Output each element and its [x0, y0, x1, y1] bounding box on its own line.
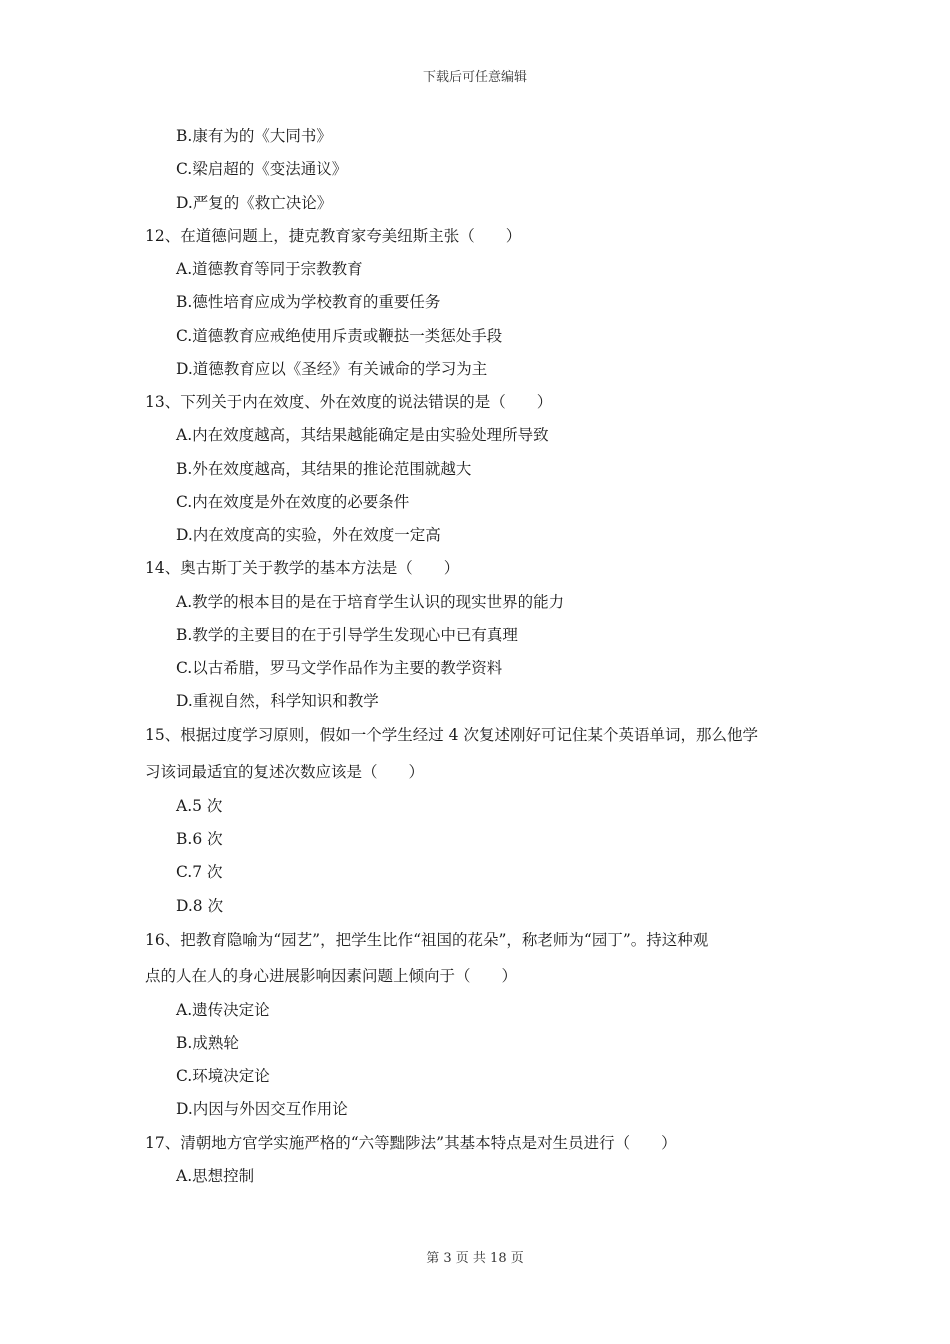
question-15-line1: 15、根据过度学习原则，假如一个学生经过 4 次复述刚好可记住某个英语单词，那么他学 [145, 726, 758, 744]
option-11b: B.康有为的《大同书》 [176, 127, 332, 145]
question-16-line2: 点的人在人的身心进展影响因素问题上倾向于（ ） [145, 967, 518, 985]
question-17: 17、清朝地方官学实施严格的“六等黜陟法”其基本特点是对生员进行（ ） [145, 1134, 677, 1152]
option-14c: C.以古希腊，罗马文学作品作为主要的教学资料 [176, 659, 503, 677]
option-16a: A.遗传决定论 [176, 1001, 270, 1019]
option-13d: D.内在效度高的实验，外在效度一定高 [176, 526, 441, 544]
option-11c: C.梁启超的《变法通议》 [176, 160, 348, 178]
option-13b: B.外在效度越高，其结果的推论范围就越大 [176, 460, 472, 478]
option-11d: D.严复的《救亡决论》 [176, 194, 333, 212]
option-14d: D.重视自然，科学知识和教学 [176, 692, 379, 710]
option-14b: B.教学的主要目的在于引导学生发现心中已有真理 [176, 626, 518, 644]
option-15d: D.8 次 [176, 897, 224, 915]
option-12a: A.道德教育等同于宗教教育 [176, 260, 363, 278]
option-12d: D.道德教育应以《圣经》有关诫命的学习为主 [176, 360, 488, 378]
option-15a: A.5 次 [176, 797, 223, 815]
option-16c: C.环境决定论 [176, 1067, 270, 1085]
option-14a: A.教学的根本目的是在于培育学生认识的现实世界的能力 [176, 593, 565, 611]
option-12c: C.道德教育应戒绝使用斥责或鞭挞一类惩处手段 [176, 327, 503, 345]
option-15b: B.6 次 [176, 830, 223, 848]
option-15c: C.7 次 [176, 863, 223, 881]
question-16-line1: 16、把教育隐喻为“园艺”，把学生比作“祖国的花朵”，称老师为“园丁”。持这种观 [145, 931, 709, 949]
page-footer: 第 3 页 共 18 页 [426, 1251, 524, 1266]
option-16d: D.内因与外因交互作用论 [176, 1100, 348, 1118]
question-13: 13、下列关于内在效度、外在效度的说法错误的是（ ） [145, 393, 553, 411]
option-12b: B.德性培育应成为学校教育的重要任务 [176, 293, 441, 311]
option-13a: A.内在效度越高，其结果越能确定是由实验处理所导致 [176, 426, 549, 444]
page-header: 下载后可任意编辑 [422, 70, 527, 85]
option-13c: C.内在效度是外在效度的必要条件 [176, 493, 410, 511]
question-14: 14、奥古斯丁关于教学的基本方法是（ ） [145, 559, 460, 577]
question-12: 12、在道德问题上，捷克教育家夸美纽斯主张（ ） [145, 227, 522, 245]
option-16b: B.成熟轮 [176, 1034, 239, 1052]
option-17a: A.思想控制 [176, 1167, 255, 1185]
question-15-line2: 习该词最适宜的复述次数应该是（ ） [145, 763, 425, 781]
